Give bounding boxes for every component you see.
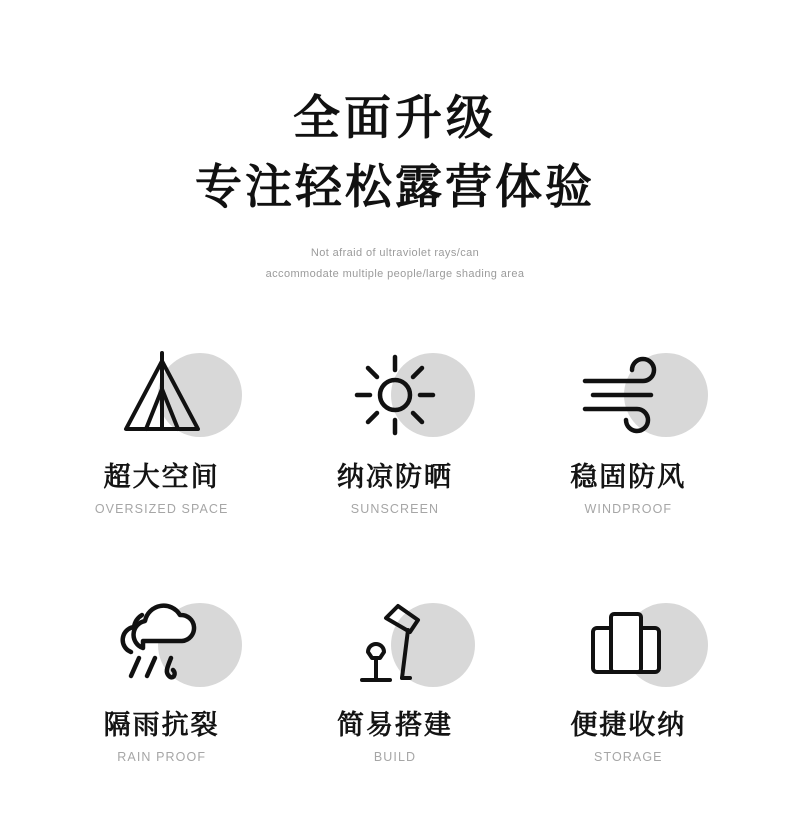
- icon-wrapper: [92, 337, 232, 457]
- feature-grid: [45, 337, 745, 837]
- feature-label-cn: 隔雨抗裂: [103, 710, 220, 741]
- sun-icon: [343, 343, 447, 452]
- description: [0, 243, 790, 285]
- description-line-2: accommodate multiple people/large shading area: [265, 268, 525, 281]
- feature-label-en: STORAGE: [594, 749, 663, 764]
- tent-icon: [110, 343, 214, 452]
- feature-label-en: RAIN PROOF: [117, 749, 207, 764]
- page-title: 全面升级: [293, 91, 497, 144]
- feature-item: [278, 337, 511, 587]
- icon-wrapper: [325, 337, 465, 457]
- feature-item: [45, 587, 278, 837]
- rain-cloud-icon: [107, 592, 217, 701]
- wind-icon: [573, 343, 683, 452]
- feature-label-cn: 便捷收纳: [570, 710, 687, 741]
- feature-item: [45, 337, 278, 587]
- feature-item: [512, 337, 745, 587]
- feature-label-cn: 超大空间: [103, 462, 220, 493]
- bag-icon: [573, 592, 683, 701]
- icon-wrapper: [92, 587, 232, 705]
- hammer-and-stake-icon: [340, 592, 450, 701]
- icon-wrapper: [325, 587, 465, 705]
- icon-wrapper: [558, 587, 698, 705]
- icon-wrapper: [558, 337, 698, 457]
- header: [0, 0, 790, 285]
- feature-label-en: WINDPROOF: [584, 501, 673, 516]
- feature-label-en: BUILD: [373, 749, 417, 764]
- feature-label-cn: 简易搭建: [336, 710, 453, 741]
- feature-item: [512, 587, 745, 837]
- feature-label-cn: 纳凉防晒: [336, 462, 453, 493]
- feature-label-en: OVERSIZED SPACE: [94, 501, 229, 516]
- feature-label-cn: 稳固防风: [570, 462, 687, 493]
- page-subtitle: 专注轻松露营体验: [195, 159, 595, 213]
- feature-item: [278, 587, 511, 837]
- description-line-1: Not afraid of ultraviolet rays/can: [310, 247, 480, 260]
- feature-label-en: SUNSCREEN: [350, 501, 440, 516]
